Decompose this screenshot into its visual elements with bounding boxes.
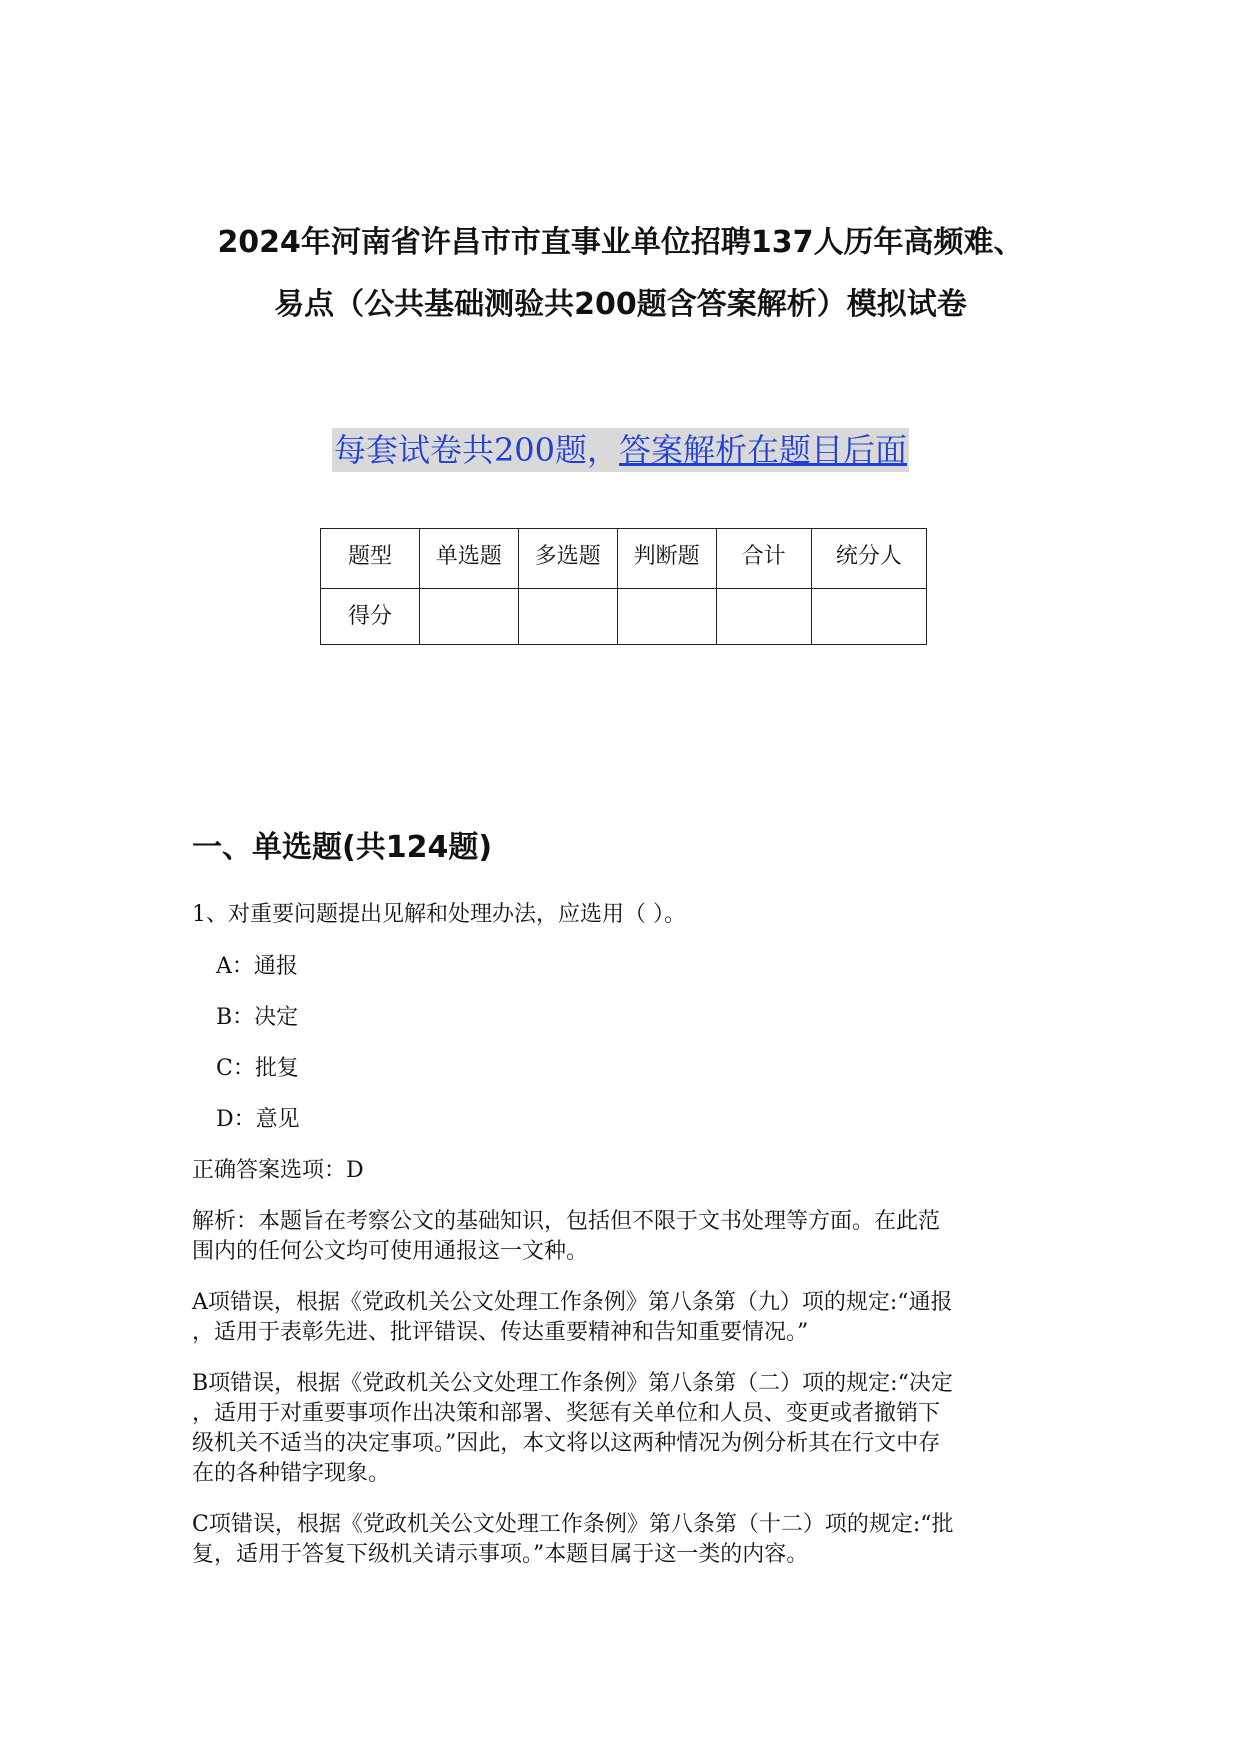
analysis-line: 围内的任何公文均可使用通报这一文种。	[192, 1239, 589, 1264]
analysis-line: 解析：本题旨在考察公文的基础知识，包括但不限于文书处理等方面。在此范	[192, 1209, 941, 1234]
header-cell-single-choice: 单选题	[419, 529, 518, 589]
question-stem: 1、对重要问题提出见解和处理办法，应选用（ ）。	[192, 902, 686, 927]
score-table	[320, 528, 927, 645]
explanation-line: C项错误，根据《党政机关公文处理工作条例》第八条第（十二）项的规定:“批	[192, 1512, 954, 1537]
subtitle	[332, 428, 909, 472]
score-cell-multiple-choice	[518, 589, 617, 645]
answer-location-link[interactable]: 答案解析在题目后面	[619, 431, 908, 469]
explanation-line: A项错误，根据《党政机关公文处理工作条例》第八条第（九）项的规定:“通报	[192, 1290, 953, 1315]
title-line-1: 2024年河南省许昌市市直事业单位招聘137人历年高频难、	[217, 225, 1024, 260]
explanation-line: B项错误，根据《党政机关公文处理工作条例》第八条第（二）项的规定:“决定	[192, 1371, 953, 1396]
header-cell-type: 题型	[321, 529, 420, 589]
option-a: A：通报	[216, 954, 298, 979]
score-table-score-row	[321, 589, 927, 645]
row-label-score: 得分	[321, 589, 420, 645]
header-cell-true-false: 判断题	[617, 529, 716, 589]
subtitle-text: 每套试卷共200题，	[333, 431, 620, 469]
score-cell-total	[716, 589, 811, 645]
explanation-option-a	[192, 1288, 1052, 1348]
score-table-header-row	[321, 529, 927, 589]
explanation-option-c	[192, 1510, 1052, 1570]
score-cell-single-choice	[419, 589, 518, 645]
correct-answer: 正确答案选项：D	[192, 1158, 364, 1183]
option-b: B：决定	[216, 1005, 299, 1030]
explanation-line: 级机关不适当的决定事项。”因此，本文将以这两种情况为例分析其在行文中存	[192, 1431, 941, 1456]
analysis-paragraph	[192, 1207, 1052, 1267]
option-c: C：批复	[216, 1056, 299, 1081]
explanation-line: ，适用于对重要事项作出决策和部署、奖惩有关单位和人员、变更或者撤销下	[192, 1401, 941, 1426]
score-cell-true-false	[617, 589, 716, 645]
explanation-line: ，适用于表彰先进、批评错误、传达重要精神和告知重要情况。”	[192, 1320, 809, 1345]
option-d: D：意见	[216, 1107, 300, 1132]
header-cell-scorer: 统分人	[811, 529, 926, 589]
explanation-line: 在的各种错字现象。	[192, 1461, 391, 1486]
subtitle-banner	[0, 428, 1241, 472]
section-heading: 一、单选题(共124题)	[192, 830, 493, 865]
document-title	[150, 212, 1091, 336]
header-cell-multiple-choice: 多选题	[518, 529, 617, 589]
explanation-line: 复，适用于答复下级机关请示事项。”本题目属于这一类的内容。	[192, 1542, 809, 1567]
title-line-2: 易点（公共基础测验共200题含答案解析）模拟试卷	[274, 287, 967, 322]
header-cell-total: 合计	[716, 529, 811, 589]
score-cell-scorer	[811, 589, 926, 645]
explanation-option-b	[192, 1369, 1052, 1489]
